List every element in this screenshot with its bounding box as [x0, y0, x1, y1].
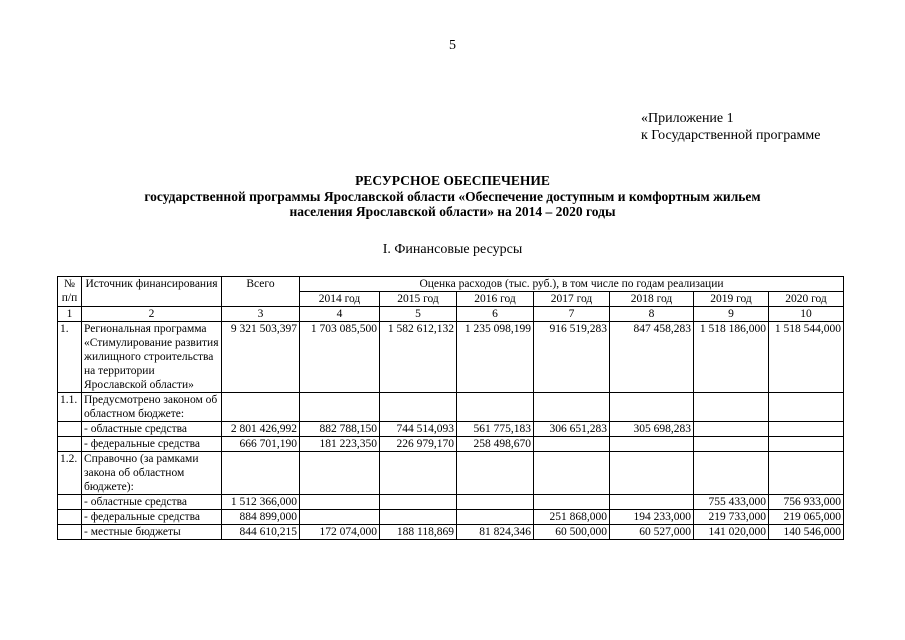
row-year-value [610, 393, 694, 422]
row-year-value: 744 514,093 [380, 422, 457, 437]
column-number: 3 [222, 307, 300, 322]
table-row [58, 437, 844, 452]
column-number: 5 [380, 307, 457, 322]
row-total: 2 801 426,992 [222, 422, 300, 437]
row-source: Предусмотрено законом об областном бюджете: [82, 393, 222, 422]
row-year-value [769, 452, 844, 495]
column-number: 1 [58, 307, 82, 322]
row-year-value [610, 452, 694, 495]
row-total: 666 701,190 [222, 437, 300, 452]
row-year-value [457, 393, 534, 422]
row-total: 844 610,215 [222, 525, 300, 540]
row-total: 9 321 503,397 [222, 322, 300, 393]
table-row [58, 510, 844, 525]
row-total: 1 512 366,000 [222, 495, 300, 510]
row-total [222, 393, 300, 422]
row-year-value [610, 437, 694, 452]
row-number: 1.2. [58, 452, 82, 495]
appendix-line-1: «Приложение 1 [641, 111, 734, 126]
row-year-value: 755 433,000 [694, 495, 769, 510]
header-year: 2017 год [534, 292, 610, 307]
header-num: № п/п [58, 277, 82, 307]
table-row [58, 393, 844, 422]
column-number: 8 [610, 307, 694, 322]
row-year-value [380, 495, 457, 510]
column-number: 10 [769, 307, 844, 322]
header-year: 2018 год [610, 292, 694, 307]
table-row [58, 452, 844, 495]
header-year: 2014 год [300, 292, 380, 307]
row-number [58, 422, 82, 437]
table-row [58, 525, 844, 540]
row-year-value: 81 824,346 [457, 525, 534, 540]
document-title [0, 173, 905, 220]
row-year-value [769, 393, 844, 422]
column-number: 4 [300, 307, 380, 322]
row-number: 1.1. [58, 393, 82, 422]
appendix-note [641, 110, 820, 144]
row-year-value: 181 223,350 [300, 437, 380, 452]
row-year-value [380, 393, 457, 422]
column-number: 2 [82, 307, 222, 322]
table-row [58, 322, 844, 393]
row-source: Справочно (за рамками закона об областном бюджете): [82, 452, 222, 495]
header-estimate: Оценка расходов (тыс. руб.), в том числе по годам реализации [300, 277, 844, 292]
row-year-value [300, 452, 380, 495]
row-year-value: 172 074,000 [300, 525, 380, 540]
section-title: I. Финансовые ресурсы [382, 242, 523, 257]
page-number: 5 [449, 38, 456, 53]
row-year-value [534, 495, 610, 510]
table-body [58, 277, 844, 540]
row-year-value [380, 452, 457, 495]
row-year-value: 1 703 085,500 [300, 322, 380, 393]
row-year-value: 60 500,000 [534, 525, 610, 540]
header-total: Всего [222, 277, 300, 307]
row-year-value: 60 527,000 [610, 525, 694, 540]
row-year-value: 847 458,283 [610, 322, 694, 393]
row-number [58, 525, 82, 540]
row-year-value [694, 393, 769, 422]
row-year-value [457, 495, 534, 510]
row-year-value: 756 933,000 [769, 495, 844, 510]
table-row [58, 495, 844, 510]
row-year-value [534, 437, 610, 452]
row-source: - федеральные средства [82, 437, 222, 452]
row-year-value: 219 733,000 [694, 510, 769, 525]
column-number: 7 [534, 307, 610, 322]
row-year-value [694, 437, 769, 452]
row-source: Региональная программа «Стимулирование развития жилищного строительства на территории Ярославской области» [82, 322, 222, 393]
row-year-value: 251 868,000 [534, 510, 610, 525]
row-year-value [534, 393, 610, 422]
title-line-1: РЕСУРСНОЕ ОБЕСПЕЧЕНИЕ [355, 173, 550, 188]
title-line-2: государственной программы Ярославской области «Обеспечение доступным и комфортным жильем [144, 188, 761, 204]
column-number: 9 [694, 307, 769, 322]
table-row [58, 422, 844, 437]
row-year-value [457, 452, 534, 495]
row-year-value: 140 546,000 [769, 525, 844, 540]
row-year-value [694, 452, 769, 495]
header-source: Источник финансирования [82, 277, 222, 307]
row-year-value: 219 065,000 [769, 510, 844, 525]
column-numbers-row [58, 307, 844, 322]
header-year: 2016 год [457, 292, 534, 307]
row-year-value [300, 510, 380, 525]
row-year-value: 1 582 612,132 [380, 322, 457, 393]
column-number: 6 [457, 307, 534, 322]
row-year-value: 1 235 098,199 [457, 322, 534, 393]
row-source: - областные средства [82, 495, 222, 510]
row-year-value [769, 422, 844, 437]
row-number: 1. [58, 322, 82, 393]
row-number [58, 437, 82, 452]
row-year-value: 258 498,670 [457, 437, 534, 452]
row-year-value: 561 775,183 [457, 422, 534, 437]
row-year-value [457, 510, 534, 525]
row-year-value: 188 118,869 [380, 525, 457, 540]
row-year-value: 916 519,283 [534, 322, 610, 393]
row-year-value [380, 510, 457, 525]
row-year-value [610, 495, 694, 510]
row-year-value [694, 422, 769, 437]
header-row-1 [58, 277, 844, 292]
row-year-value [300, 495, 380, 510]
row-year-value [769, 437, 844, 452]
row-number [58, 495, 82, 510]
header-year: 2020 год [769, 292, 844, 307]
row-year-value: 1 518 544,000 [769, 322, 844, 393]
row-year-value: 194 233,000 [610, 510, 694, 525]
row-year-value: 226 979,170 [380, 437, 457, 452]
row-year-value [300, 393, 380, 422]
row-source: - местные бюджеты [82, 525, 222, 540]
row-year-value: 305 698,283 [610, 422, 694, 437]
appendix-line-2: к Государственной программе [641, 128, 821, 143]
row-total [222, 452, 300, 495]
header-year: 2015 год [380, 292, 457, 307]
row-number [58, 510, 82, 525]
row-source: - областные средства [82, 422, 222, 437]
row-total: 884 899,000 [222, 510, 300, 525]
row-year-value: 141 020,000 [694, 525, 769, 540]
row-year-value [534, 452, 610, 495]
resources-table [57, 276, 844, 540]
title-line-3: населения Ярославской области» на 2014 – 2020 годы [289, 204, 616, 219]
row-year-value: 1 518 186,000 [694, 322, 769, 393]
row-year-value: 306 651,283 [534, 422, 610, 437]
row-source: - федеральные средства [82, 510, 222, 525]
header-year: 2019 год [694, 292, 769, 307]
row-year-value: 882 788,150 [300, 422, 380, 437]
